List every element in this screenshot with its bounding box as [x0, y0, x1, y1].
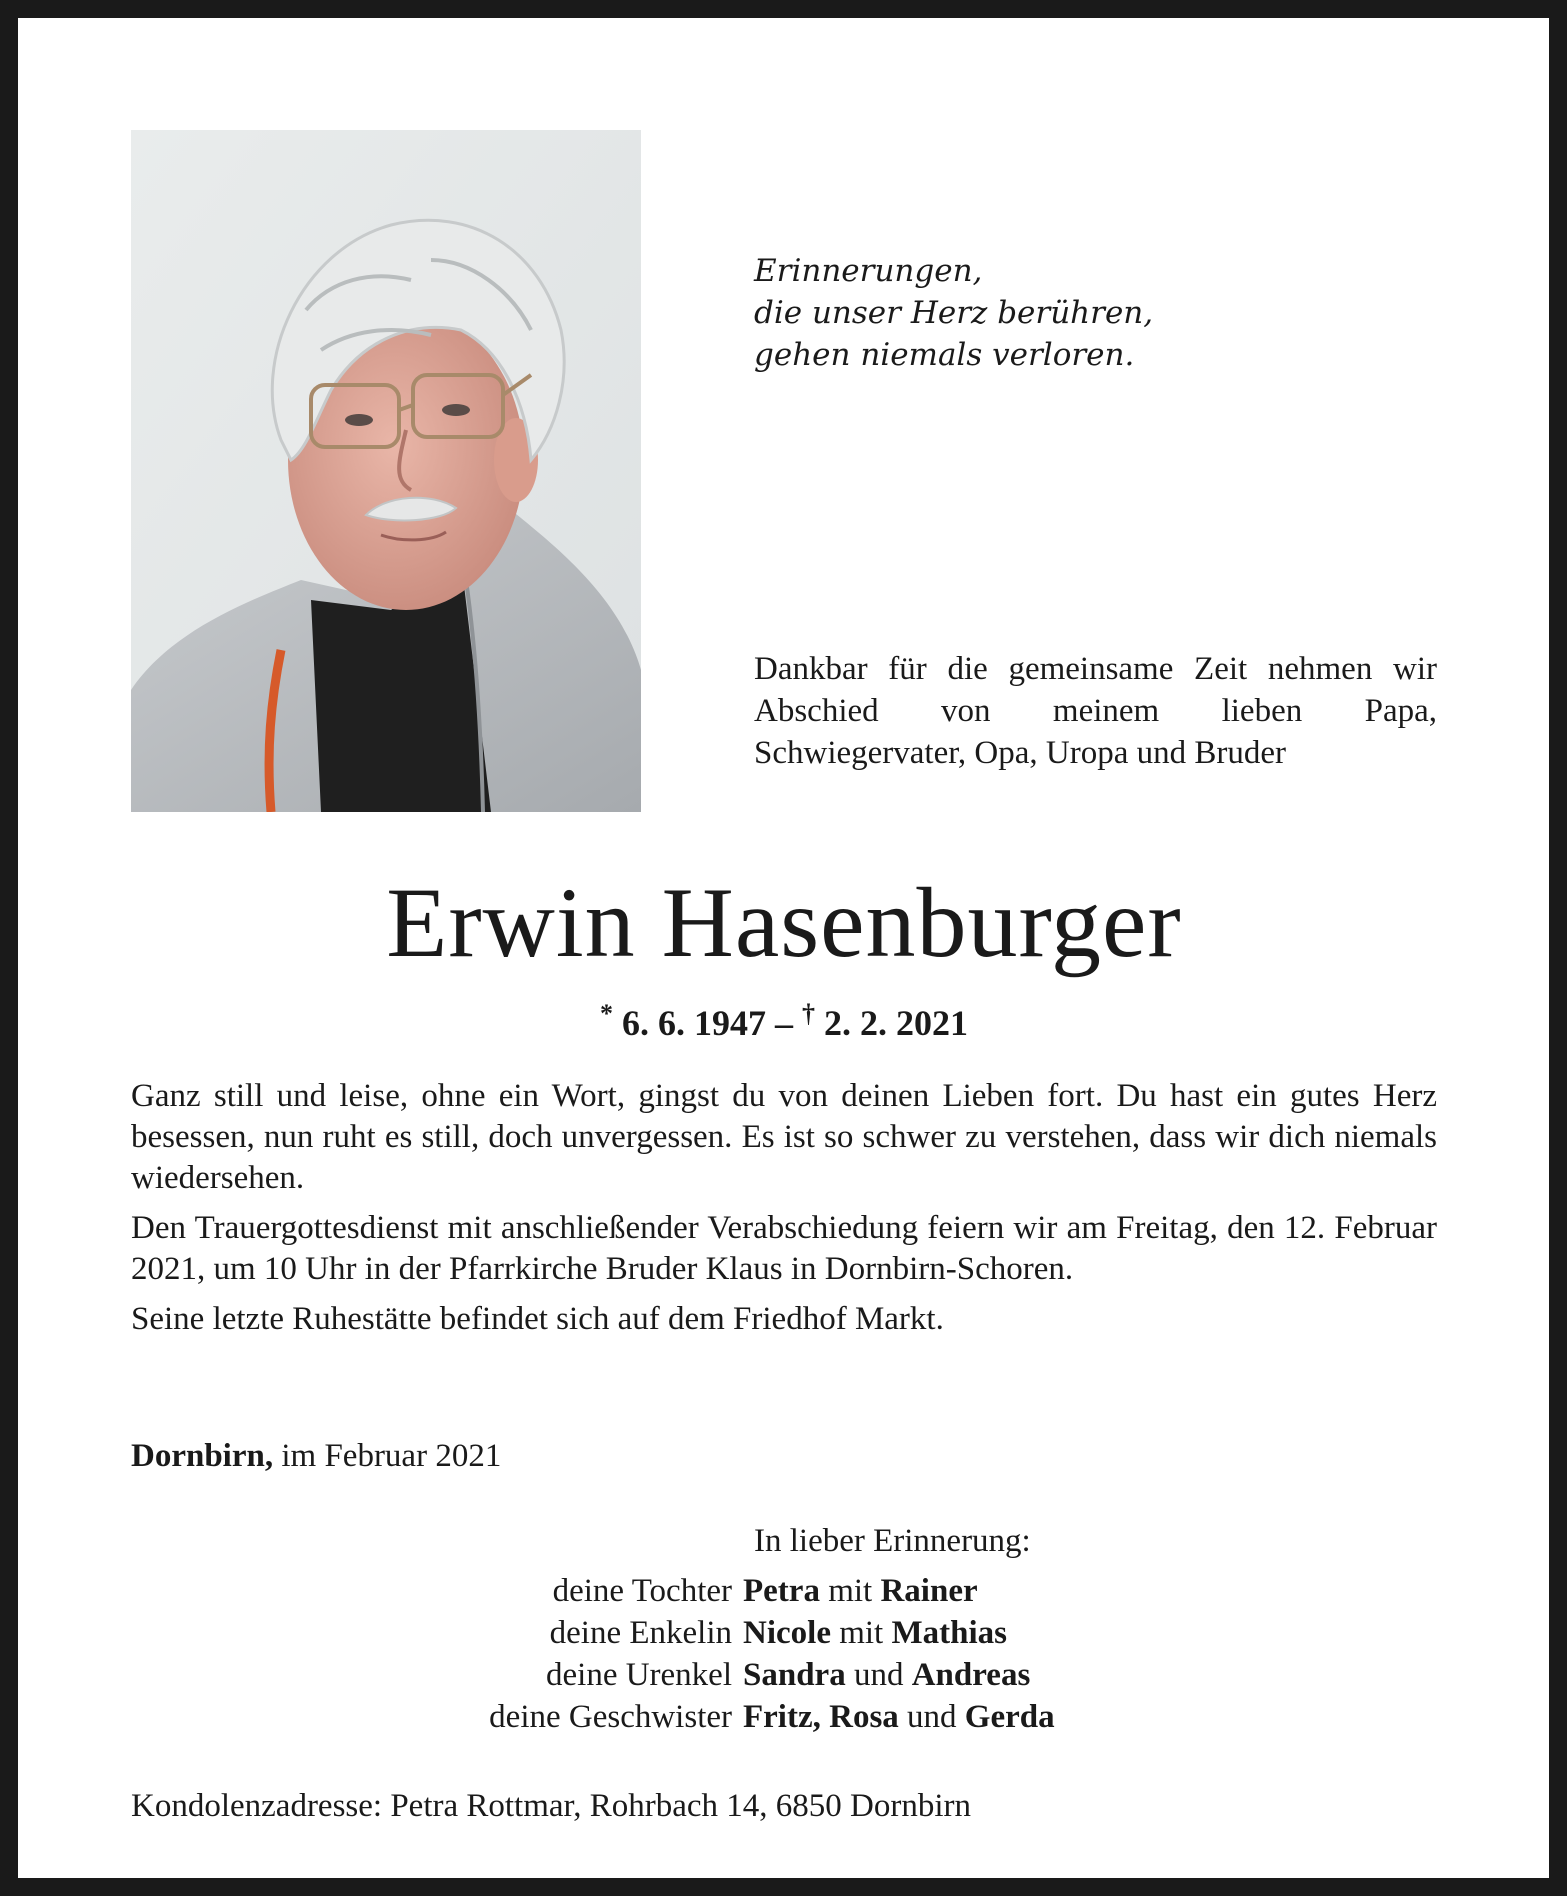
mourner-relation: deine Geschwister — [489, 1699, 732, 1735]
mourner-name: Nicole — [743, 1615, 831, 1651]
place: Dornbirn, — [131, 1438, 274, 1474]
mourner-names — [743, 1696, 1055, 1738]
burial-paragraph: Seine letzte Ruhestätte befindet sich auf dem Friedhof Markt. — [131, 1301, 944, 1337]
mourner-row — [131, 1612, 1437, 1654]
portrait-photo — [131, 130, 641, 812]
intro-text: Dankbar für die gemeinsame Zeit nehmen wir Abschied von meinem lieben Papa, Schwiegervater, Opa, Uropa und Bruder — [754, 651, 1437, 771]
mourner-name: Gerda — [964, 1699, 1055, 1735]
memorial-quote — [754, 250, 1414, 376]
condolence-address: Kondolenzadresse: Petra Rottmar, Rohrbach 14, 6850 Dornbirn — [131, 1788, 971, 1824]
death-symbol: † — [802, 999, 815, 1028]
mourner-conjunction: und — [907, 1699, 957, 1735]
mourners-list — [131, 1570, 1437, 1738]
memory-heading: In lieber Erinnerung: — [754, 1523, 1031, 1559]
poem-paragraph: Ganz still und leise, ohne ein Wort, gingst du von deinen Lieben fort. Du hast ein gutes Herz besessen, nun ruht es still, doch unvergessen. Es ist so schwer zu verstehen, dass wir dich niemals wiedersehen. — [131, 1078, 1437, 1196]
quote-line: die unser Herz berühren, — [754, 295, 1154, 331]
mourner-conjunction: mit — [839, 1615, 884, 1651]
mourner-name: Sandra — [743, 1657, 846, 1693]
place-date — [131, 1435, 501, 1477]
mourner-relation: deine Urenkel — [546, 1657, 732, 1693]
mourner-row — [131, 1654, 1437, 1696]
mourner-names — [743, 1612, 1007, 1654]
mourner-name: Petra — [743, 1573, 820, 1609]
portrait-illustration — [131, 130, 641, 812]
birth-symbol: * — [600, 999, 613, 1028]
mourner-conjunction: und — [853, 1657, 904, 1693]
mourner-names — [743, 1570, 978, 1612]
quote-line: gehen niemals verloren. — [754, 337, 1135, 373]
mourner-name: Andreas — [911, 1657, 1031, 1693]
obituary-body — [131, 1076, 1437, 1349]
mourner-relation: deine Enkelin — [549, 1615, 732, 1651]
mourner-name: Fritz, Rosa — [743, 1699, 899, 1735]
quote-line: Erinnerungen, — [754, 253, 983, 289]
mourner-conjunction: mit — [828, 1573, 873, 1609]
mourner-row — [131, 1696, 1437, 1738]
service-paragraph: Den Trauergottesdienst mit anschließender Verabschiedung feiern wir am Freitag, den 12. Februar 2021, um 10 Uhr in der Pfarrkirche Bruder Klaus in Dornbirn-Schoren. — [131, 1210, 1437, 1287]
mourner-name: Rainer — [880, 1573, 978, 1609]
birth-date: 6. 6. 1947 — [622, 1003, 766, 1043]
mourner-row — [131, 1570, 1437, 1612]
life-dates — [131, 992, 1437, 1045]
death-date: 2. 2. 2021 — [824, 1003, 968, 1043]
mourner-relation: deine Tochter — [552, 1573, 732, 1609]
deceased-name: Erwin Hasenburger — [386, 867, 1182, 978]
mourner-name: Mathias — [891, 1615, 1007, 1651]
date: im Februar 2021 — [281, 1438, 502, 1474]
date-separator: – — [775, 1003, 793, 1043]
mourner-names — [743, 1654, 1030, 1696]
